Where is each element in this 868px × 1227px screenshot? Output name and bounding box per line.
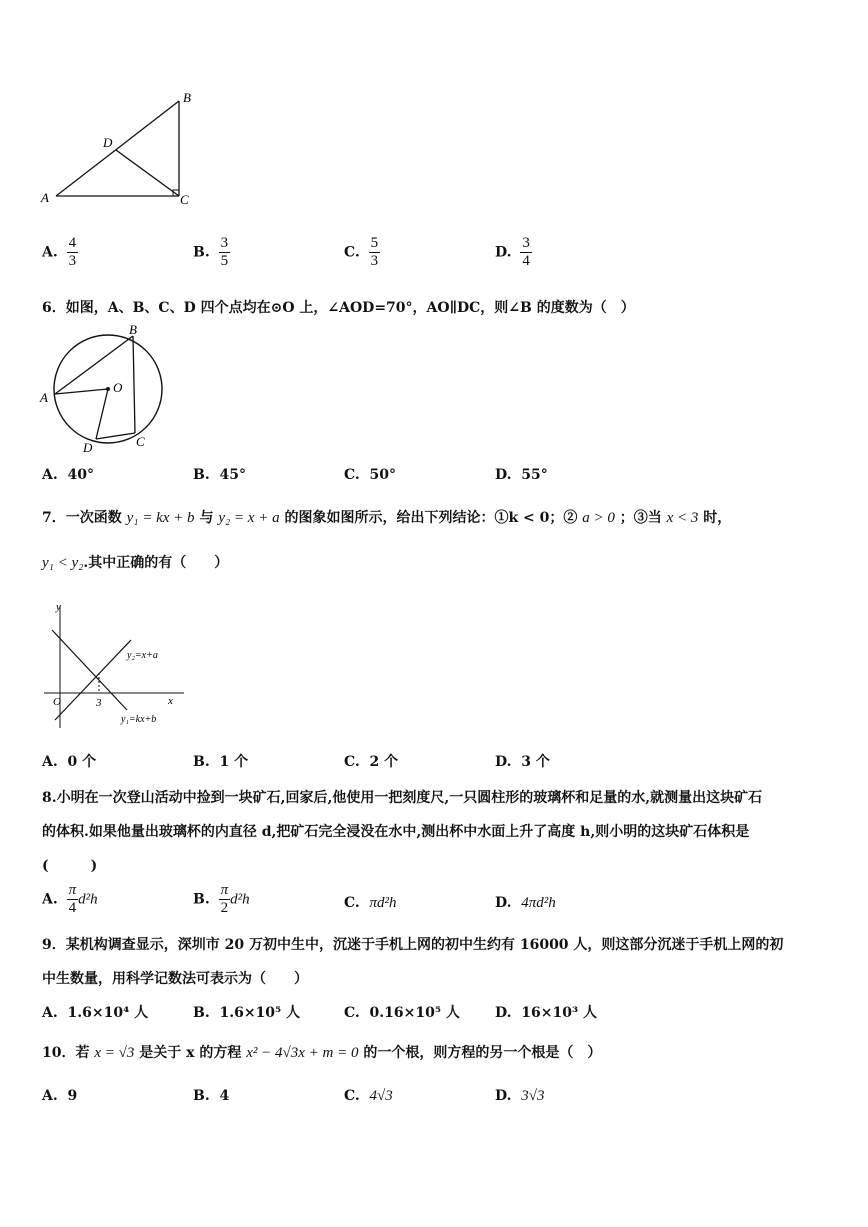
label-three: 3 (96, 697, 102, 709)
fraction: $\frac{3}{4}$ (522, 235, 530, 269)
fraction: $\frac{\pi}{2}$ (220, 882, 229, 916)
math-x: x < 3 (666, 510, 699, 526)
math-y1-lt-y2: y₁ < y₂ (42, 555, 84, 571)
q8-option-b[interactable]: B. $\frac{\pi}{2}$ d²h (193, 882, 250, 916)
label-b: B (183, 90, 191, 105)
math-y2: y₂ = x + a (218, 510, 280, 526)
q9-option-b[interactable]: B. 1.6×10⁵ 人 (193, 1005, 301, 1021)
q8-stem-line2: 的体积.如果他量出玻璃杯的内直径 d,把矿石完全浸没在水中,测出杯中水面上升了高度 h,则小明的这块矿石体积是 (42, 824, 750, 840)
q5-option-a[interactable]: A. $\frac{4}{3}$ (42, 235, 77, 269)
q9-option-d[interactable]: D. 16×10³ 人 (495, 1005, 597, 1021)
q7-option-b[interactable]: B. 1 个 (193, 754, 249, 770)
q8-option-a[interactable]: A. $\frac{\pi}{4}$ d²h (42, 882, 98, 916)
q8-option-d[interactable]: D. 4πd²h (495, 895, 556, 911)
segment-dc (116, 150, 179, 196)
line-y1 (52, 630, 127, 710)
q10-stem: 10．若 x = √3 是关于 x 的方程 x² − 4√3x + m = 0 的一个根，则方程的另一个根是（ ） (42, 1045, 602, 1061)
q9-stem-line2: 中生数量，用科学记数法可表示为（ ） (42, 971, 308, 987)
q10-option-a[interactable]: A. 9 (42, 1088, 78, 1104)
q8-stem-line1: 8.小明在一次登山活动中捡到一块矿石,回家后,他使用一把刻度尺,一只圆柱形的玻璃杯和足量的水,就测量出这块矿石 (42, 790, 763, 806)
q10-option-d[interactable]: D. 3√3 (495, 1088, 545, 1104)
circle-figure (36, 322, 176, 454)
q6-option-a[interactable]: A. 40° (42, 467, 94, 483)
label-a: A (41, 190, 49, 205)
q9-stem-line1: 9．某机构调查显示，深圳市 20 万初中生中，沉迷于手机上网的初中生约有 16000 人，则这部分沉迷于手机上网的初 (42, 937, 784, 953)
q6-option-c[interactable]: C. 50° (344, 467, 397, 483)
linear-graph-figure (36, 600, 186, 732)
line-y2 (55, 640, 131, 720)
label-line-y2: y₂=x+a (127, 650, 158, 661)
q6-option-d[interactable]: D. 55° (495, 467, 548, 483)
segment-bc (133, 336, 135, 433)
q9-option-a[interactable]: A. 1.6×10⁴ 人 (42, 1005, 149, 1021)
fraction: $\frac{5}{3}$ (370, 235, 379, 269)
q7-option-a[interactable]: A. 0 个 (42, 754, 97, 770)
fraction: $\frac{\pi}{4}$ (68, 882, 77, 916)
label-origin: O (53, 696, 61, 708)
q7-option-c[interactable]: C. 2 个 (344, 754, 399, 770)
label-a: A (40, 390, 48, 405)
q9-option-c[interactable]: C. 0.16×10⁵ 人 (344, 1005, 460, 1021)
center-dot (106, 387, 110, 391)
label-line-y1: y₁=kx+b (121, 714, 157, 725)
q7-stem-line2: y₁ < y₂.其中正确的有（ ） (42, 555, 229, 571)
q6-option-b[interactable]: B. 45° (193, 467, 246, 483)
triangle-figure (36, 88, 206, 213)
label-o: O (113, 380, 123, 395)
label-c: C (180, 192, 189, 207)
label-c: C (136, 434, 145, 449)
q6-stem: 6．如图，A、B、C、D 四个点均在⊙O 上，∠AOD=70°，AO∥DC，则∠B 的度数为（ ） (42, 300, 635, 316)
segment-ao (55, 389, 108, 394)
label-x: x (168, 695, 173, 707)
q8-stem-line3: ( ) (42, 858, 98, 874)
math-a: a > 0 (582, 510, 615, 526)
q7-stem-line1: 7．一次函数 y₁ = kx + b 与 y₂ = x + a 的图象如图所示，给出下列结论：①k < 0；② a > 0 ；③当 x < 3 时， (42, 510, 732, 526)
segment-od (96, 389, 108, 439)
math-equation: x² − 4√3x + m = 0 (246, 1045, 359, 1061)
fraction: $\frac{3}{5}$ (220, 235, 229, 269)
fraction: $\frac{4}{3}$ (68, 235, 77, 269)
q10-option-b[interactable]: B. 4 (193, 1088, 230, 1104)
q7-option-d[interactable]: D. 3 个 (495, 754, 550, 770)
label-d: D (83, 440, 93, 454)
q8-option-c[interactable]: C. πd²h (344, 895, 397, 911)
q5-option-b[interactable]: B. $\frac{3}{5}$ (193, 235, 229, 269)
label-y: y (56, 601, 61, 613)
label-d: D (103, 135, 113, 150)
q5-option-c[interactable]: C. $\frac{5}{3}$ (344, 235, 379, 269)
q5-option-d[interactable]: D. $\frac{3}{4}$ (495, 235, 530, 269)
label-b: B (129, 322, 137, 337)
math-y1: y₁ = kx + b (126, 510, 195, 526)
math-root: x = √3 (94, 1045, 135, 1061)
q10-option-c[interactable]: C. 4√3 (344, 1088, 393, 1104)
